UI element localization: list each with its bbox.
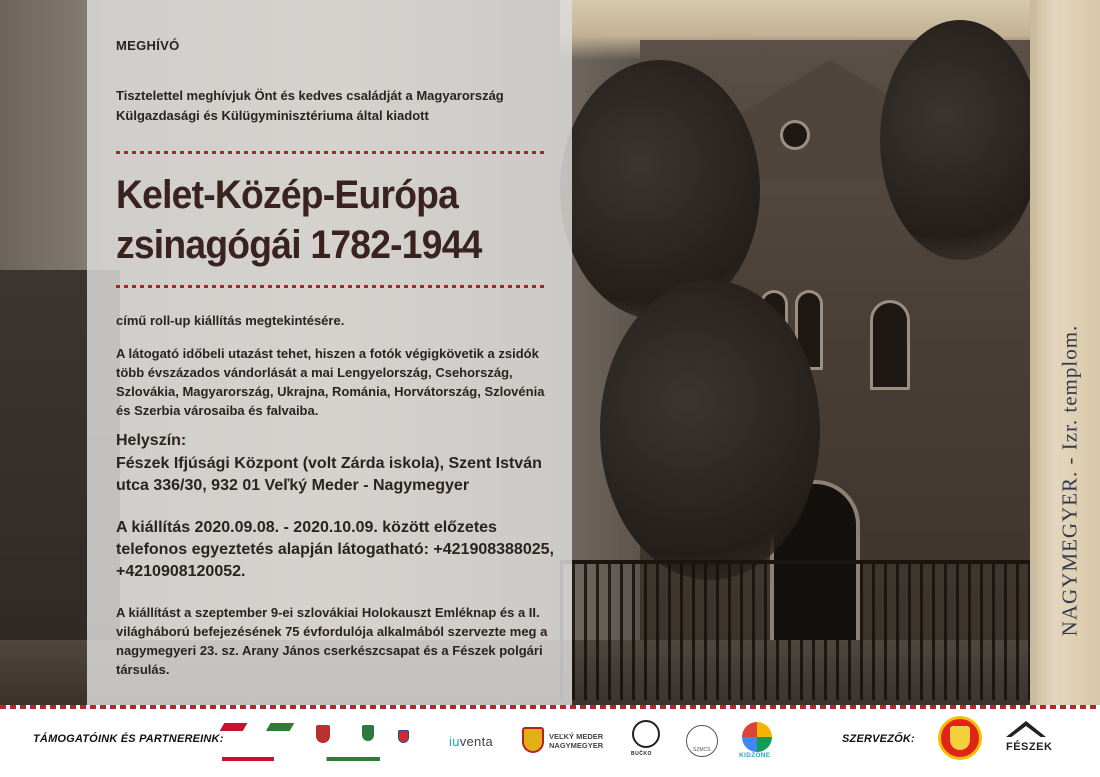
hungarian-flag-bar xyxy=(220,723,295,731)
organizers-text: A kiállítást a szeptember 9-ei szlovákiai Holokauszt Emléknap és a II. világháború befejezésének 75 évfordulója alkalmából szervezte meg a nagymegyeri 23. sz. Arany János cserkészcsapat és a Fészek polgári társulás. xyxy=(116,605,548,677)
footer-stripe xyxy=(0,705,1100,709)
slovak-ministry-logo xyxy=(394,722,446,762)
iuventa-rest: venta xyxy=(459,734,494,749)
tree-canopy xyxy=(560,60,760,320)
location-address: Fészek Ifjúsági Központ (volt Zárda iskola), Szent István utca 336/30, 932 01 Veľký Meder - Nagymegyer xyxy=(116,455,542,494)
iron-fence xyxy=(560,560,1040,700)
town-shield-icon xyxy=(522,727,544,753)
feszek-logo-text: FÉSZEK xyxy=(1006,741,1053,753)
dotted-divider xyxy=(116,151,544,154)
scout-shield-icon xyxy=(950,726,970,750)
crest-icon xyxy=(362,725,374,741)
title-line-1: Kelet-Közép-Európa xyxy=(116,173,459,217)
hungarian-government-logo xyxy=(222,723,382,763)
organizers-label: SZERVEZŐK: xyxy=(842,733,915,745)
velky-meder-logo xyxy=(519,725,629,757)
arched-window xyxy=(870,300,910,390)
kidzone-logo-text: KIDZONE xyxy=(739,752,771,759)
kidzone-logo-icon xyxy=(742,722,772,752)
iuventa-logo xyxy=(449,734,493,749)
tree-canopy xyxy=(600,280,820,580)
postcard-caption-text: NAGYMEGYER. - Izr. templom. xyxy=(1057,324,1082,636)
szmcs-logo-text: SZMCS xyxy=(693,747,711,753)
slovak-shield-icon xyxy=(398,730,409,743)
invitation-panel xyxy=(87,0,572,705)
exhibition-description: A látogató időbeli utazást tehet, hiszen a fotók végigkövetik a zsidók több évszázados vándorlását a mai Lengyelország, Csehország, Szlovákia, Magyarország, Ukrajna, Románia, Horvátország, Szlovénia és Szerbia városaiba és falvaiba. xyxy=(116,346,545,418)
velky-meder-line1: VEĽKÝ MEDER xyxy=(549,732,604,741)
invitation-intro: Tisztelettel meghívjuk Önt és kedves családját a Magyarország Külgazdasági és Külügyminisztériuma által kiadott xyxy=(116,88,504,123)
postcard-caption xyxy=(1040,290,1100,670)
feszek-logo xyxy=(1000,719,1064,761)
sponsors-label: TÁMOGATÓINK ÉS PARTNEREINK: xyxy=(33,733,224,745)
exhibition-dates: A kiállítás 2020.09.08. - 2020.10.09. között előzetes telefonos egyeztetés alapján látogatható: +421908388025, +4210908120052. xyxy=(116,519,554,580)
iuventa-prefix: iu xyxy=(449,734,460,749)
bucko-logo-text: BUČKO xyxy=(631,751,652,757)
round-window xyxy=(780,120,810,150)
tricolor-baseline xyxy=(222,757,380,761)
tree-canopy xyxy=(880,20,1040,260)
exhibition-subtitle: című roll-up kiállítás megtekintésére. xyxy=(116,313,345,328)
title-line-2: zsinagógái 1782-1944 xyxy=(116,223,482,267)
location-heading: Helyszín: xyxy=(116,432,187,449)
exhibition-title xyxy=(116,170,535,270)
velky-meder-line2: NAGYMEGYER xyxy=(549,741,604,750)
dotted-divider xyxy=(116,285,544,288)
crest-icon xyxy=(316,725,330,743)
bucko-logo-icon xyxy=(632,720,660,748)
roof-inner xyxy=(1010,726,1042,738)
invitation-label: MEGHÍVÓ xyxy=(116,38,180,53)
velky-meder-text xyxy=(549,732,603,750)
